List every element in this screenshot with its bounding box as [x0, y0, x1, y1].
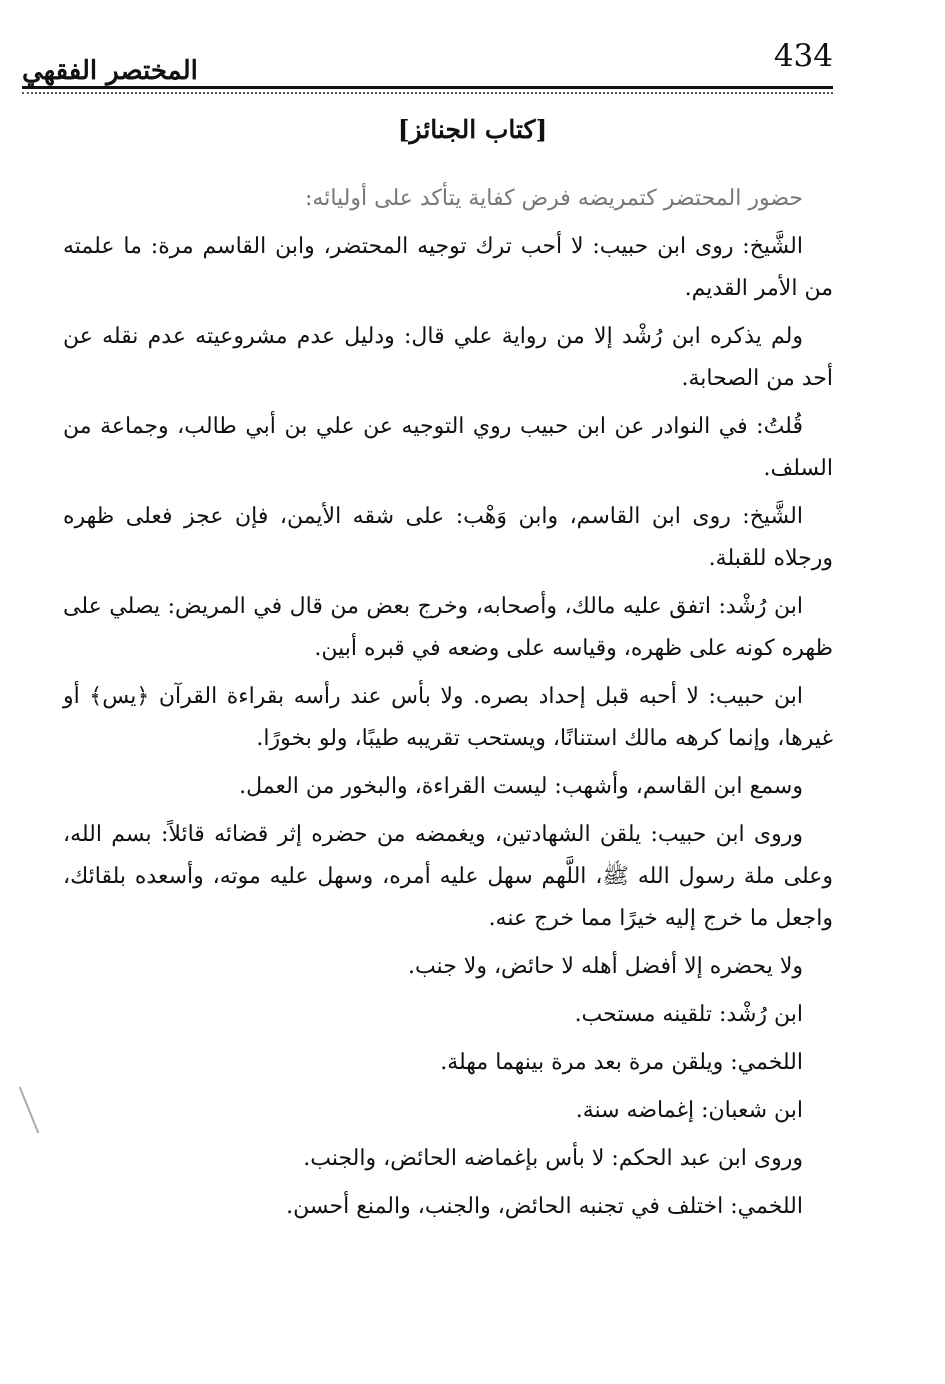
paragraph: ولم يذكره ابن رُشْد إلا من رواية علي قال: ودليل عدم مشروعيته عدم نقله عن أحد من الصحابة.	[63, 324, 833, 391]
section-heading: [كتاب الجنائز]	[397, 115, 548, 144]
page-number: 434	[773, 38, 833, 74]
paragraph: ابن رُشْد: اتفق عليه مالك، وأصحابه، وخرج بعض من قال في المريض: يصلي على ظهره كونه على ظهره، وقياسه على وضعه في قبره أبين.	[63, 594, 833, 661]
paragraph: ابن حبيب: لا أحبه قبل إحداد بصره. ولا بأس عند رأسه بقراءة القرآن ﴿يس﴾ أو غيرها، وإنما كرهه مالك استنانًا، ويستحب تقريبه طيبًا، ولو بخورًا.	[63, 684, 833, 751]
paragraph: قُلتُ: في النوادر عن ابن حبيب روي التوجيه عن علي بن أبي طالب، وجماعة من السلف.	[63, 414, 833, 481]
paragraph: حضور المحتضر كتمريضه فرض كفاية يتأكد على أوليائه:	[305, 186, 803, 211]
paragraph: الشَّيخ: روى ابن القاسم، وابن وَهْب: على شقه الأيمن، فإن عجز فعلى ظهره ورجلاه للقبلة.	[63, 504, 833, 571]
body-text	[63, 178, 833, 1234]
paragraph: ابن شعبان: إغماضه سنة.	[575, 1098, 803, 1123]
paragraph: ابن رُشْد: تلقينه مستحب.	[574, 1002, 803, 1027]
paragraph: وروى ابن عبد الحكم: لا بأس بإغماضه الحائض، والجنب.	[303, 1146, 803, 1171]
paragraph: وسمع ابن القاسم، وأشهب: ليست القراءة، والبخور من العمل.	[239, 774, 803, 799]
book-title: المختصر الفقهي	[22, 56, 198, 86]
header-rule	[22, 86, 833, 89]
paragraph: الشَّيخ: روى ابن حبيب: لا أحب ترك توجيه المحتضر، وابن القاسم مرة: ما علمته من الأمر القديم.	[63, 234, 833, 301]
header-rule-dotted	[22, 92, 833, 94]
paragraph: اللخمي: ويلقن مرة بعد مرة بينهما مهلة.	[440, 1050, 803, 1075]
paragraph: وروى ابن حبيب: يلقن الشهادتين، ويغمضه من حضره إثر قضائه قائلاً: بسم الله، وعلى ملة رسول الله ﷺ، اللَّهم سهل عليه أمره، وسهل عليه موته، وأسعده بلقائك، واجعل ما خرج إليه خيرًا مما خرج عنه.	[63, 822, 833, 931]
paragraph: اللخمي: اختلف في تجنبه الحائض، والجنب، والمنع أحسن.	[286, 1194, 803, 1219]
paragraph: ولا يحضره إلا أفضل أهله لا حائض، ولا جنب.	[407, 954, 803, 979]
scan-artifact-stroke	[19, 1086, 40, 1133]
